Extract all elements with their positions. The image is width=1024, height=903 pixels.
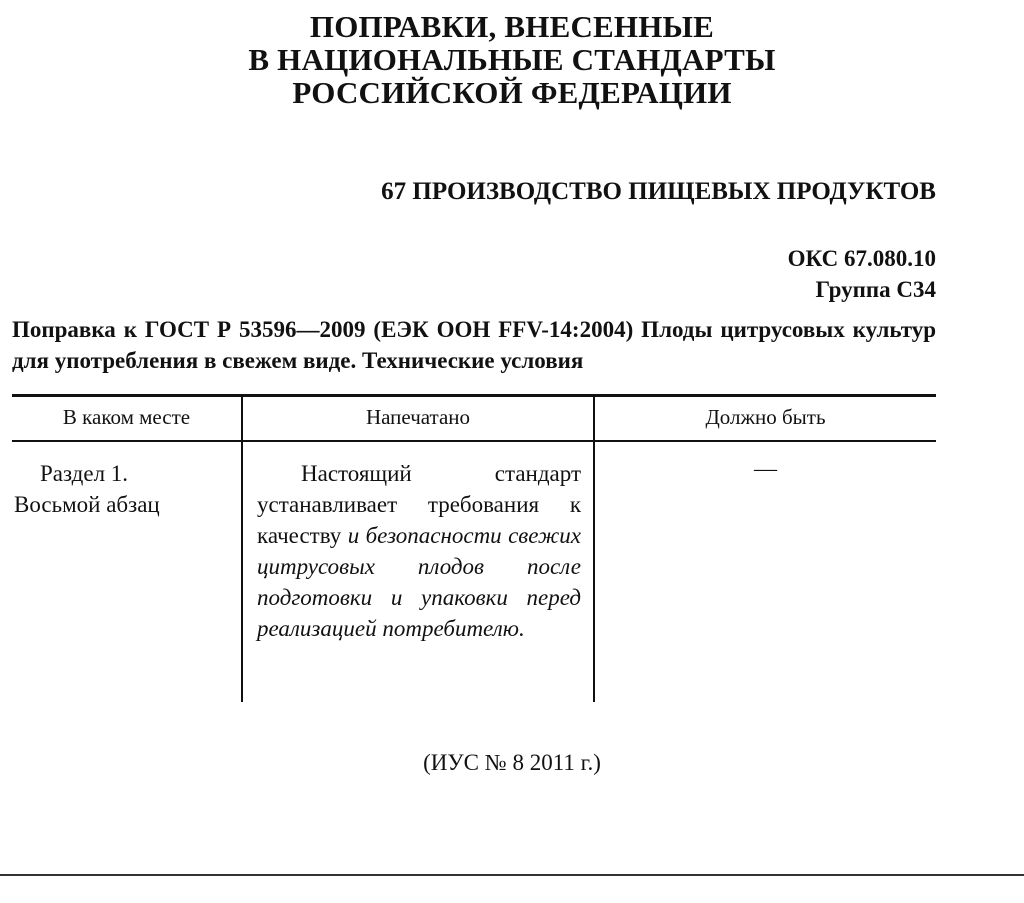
page-bottom-rule [0,874,1024,876]
place-line-1: Раздел 1. [40,461,129,486]
main-title-line-1: ПОПРАВКИ, ВНЕСЕННЫЕ [309,9,715,44]
column-header-place: В каком месте [62,405,191,429]
main-title-line-2: В НАЦИОНАЛЬНЫЕ СТАНДАРТЫ [248,42,776,77]
main-title-line-3: РОССИЙСКОЙ ФЕДЕРАЦИИ [292,75,732,110]
table-cell-place [12,458,241,520]
table-top-rule [12,394,936,397]
amendment-title: Поправка к ГОСТ Р 53596—2009 (ЕЭК ООН FFV-14:2004) Плоды цитрусовых культур для употребления в свежем виде. Технические условия [12,317,936,373]
place-line-2: Восьмой абзац [14,492,160,517]
source-reference: (ИУС № 8 2011 г.) [423,750,601,775]
main-title [0,10,1024,109]
table-header-rule [12,440,936,442]
section-heading: 67 ПРОИЗВОДСТВО ПИЩЕВЫХ ПРОДУКТОВ [381,178,936,205]
column-header-should-be: Должно быть [705,405,826,429]
column-header-printed: Напечатано [365,405,471,429]
group-code: Группа С34 [815,277,936,302]
oks-code: ОКС 67.080.10 [787,246,936,271]
table-cell-printed [257,458,581,644]
classification-block [788,243,936,305]
column-divider [593,397,595,440]
column-divider [241,442,243,702]
printed-text-italic: и безопасности свежих цитрусовых плодов после подготовки и упаковки перед реализацией потребителю. [257,523,582,641]
column-divider [241,397,243,440]
printed-text-regular: Настоящий стандарт устанавливает требования к качеству [257,461,581,548]
table-cell-should-be: — [754,456,777,481]
